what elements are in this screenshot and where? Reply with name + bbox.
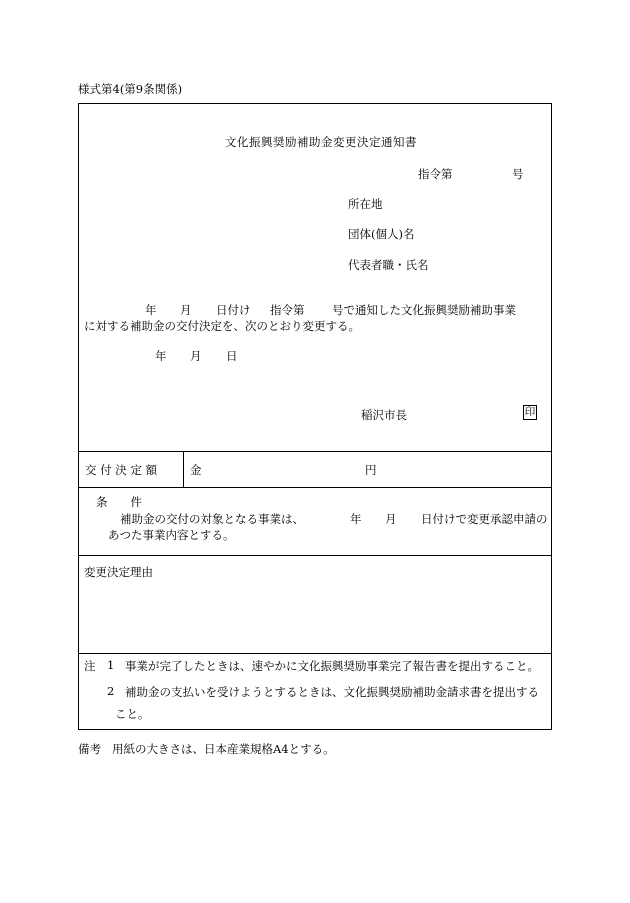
body-year: 年: [145, 303, 157, 317]
body-day-label: 日付け: [216, 303, 251, 317]
conditions-line2: あつた事業内容とする。: [108, 528, 235, 542]
remarks-label: 備考: [78, 742, 101, 756]
directive-number-suffix: 号: [512, 167, 524, 181]
body-line1-tail: 号で通知した文化振興奨励補助事業: [332, 303, 516, 317]
issuer-name: 稲沢市長: [361, 408, 407, 422]
conditions-year: 年: [350, 512, 362, 526]
issue-day: 日: [226, 349, 238, 363]
issue-year: 年: [155, 349, 167, 363]
conditions-month: 月: [385, 512, 397, 526]
directive-number-prefix: 指令第: [418, 167, 453, 181]
amount-prefix: 金: [190, 463, 202, 477]
amount-unit: 円: [365, 463, 377, 477]
divider: [79, 653, 551, 654]
amount-label: 交 付 決 定 額: [85, 463, 158, 477]
divider: [79, 487, 551, 488]
representative-label: 代表者職・氏名: [348, 258, 429, 272]
change-reason-label: 変更決定理由: [84, 565, 153, 579]
form-label: 様式第4(第9条関係): [78, 82, 183, 96]
conditions-heading: 条 件: [96, 495, 142, 509]
body-directive-prefix: 指令第: [270, 303, 305, 317]
conditions-line1-a: 補助金の交付の対象となる事業は、: [120, 512, 304, 526]
divider: [79, 451, 551, 452]
note-1-number: 1: [107, 658, 115, 672]
notice-form: [78, 103, 552, 730]
organization-label: 団体(個人)名: [348, 227, 415, 241]
notes-label: 注: [84, 659, 96, 673]
address-label: 所在地: [348, 197, 383, 211]
document-title: 文化振興奨励補助金変更決定通知書: [225, 135, 417, 149]
note-2-number: 2: [107, 684, 115, 698]
divider: [183, 451, 184, 487]
body-month: 月: [180, 303, 192, 317]
remarks-text: 用紙の大きさは、日本産業規格A4とする。: [112, 742, 335, 756]
note-1-text: 事業が完了したときは、速やかに文化振興奨励事業完了報告書を提出すること。: [125, 659, 539, 673]
note-2-text: 補助金の支払いを受けようとするときは、文化振興奨励補助金請求書を提出する: [125, 685, 539, 699]
issue-month: 月: [190, 349, 202, 363]
note-2-continuation: こと。: [115, 707, 150, 721]
body-line2: に対する補助金の交付決定を、次のとおり変更する。: [84, 319, 360, 333]
divider: [79, 555, 551, 556]
seal-mark: 印: [524, 406, 536, 418]
conditions-line1-b: 日付けで変更承認申請の: [421, 512, 548, 526]
